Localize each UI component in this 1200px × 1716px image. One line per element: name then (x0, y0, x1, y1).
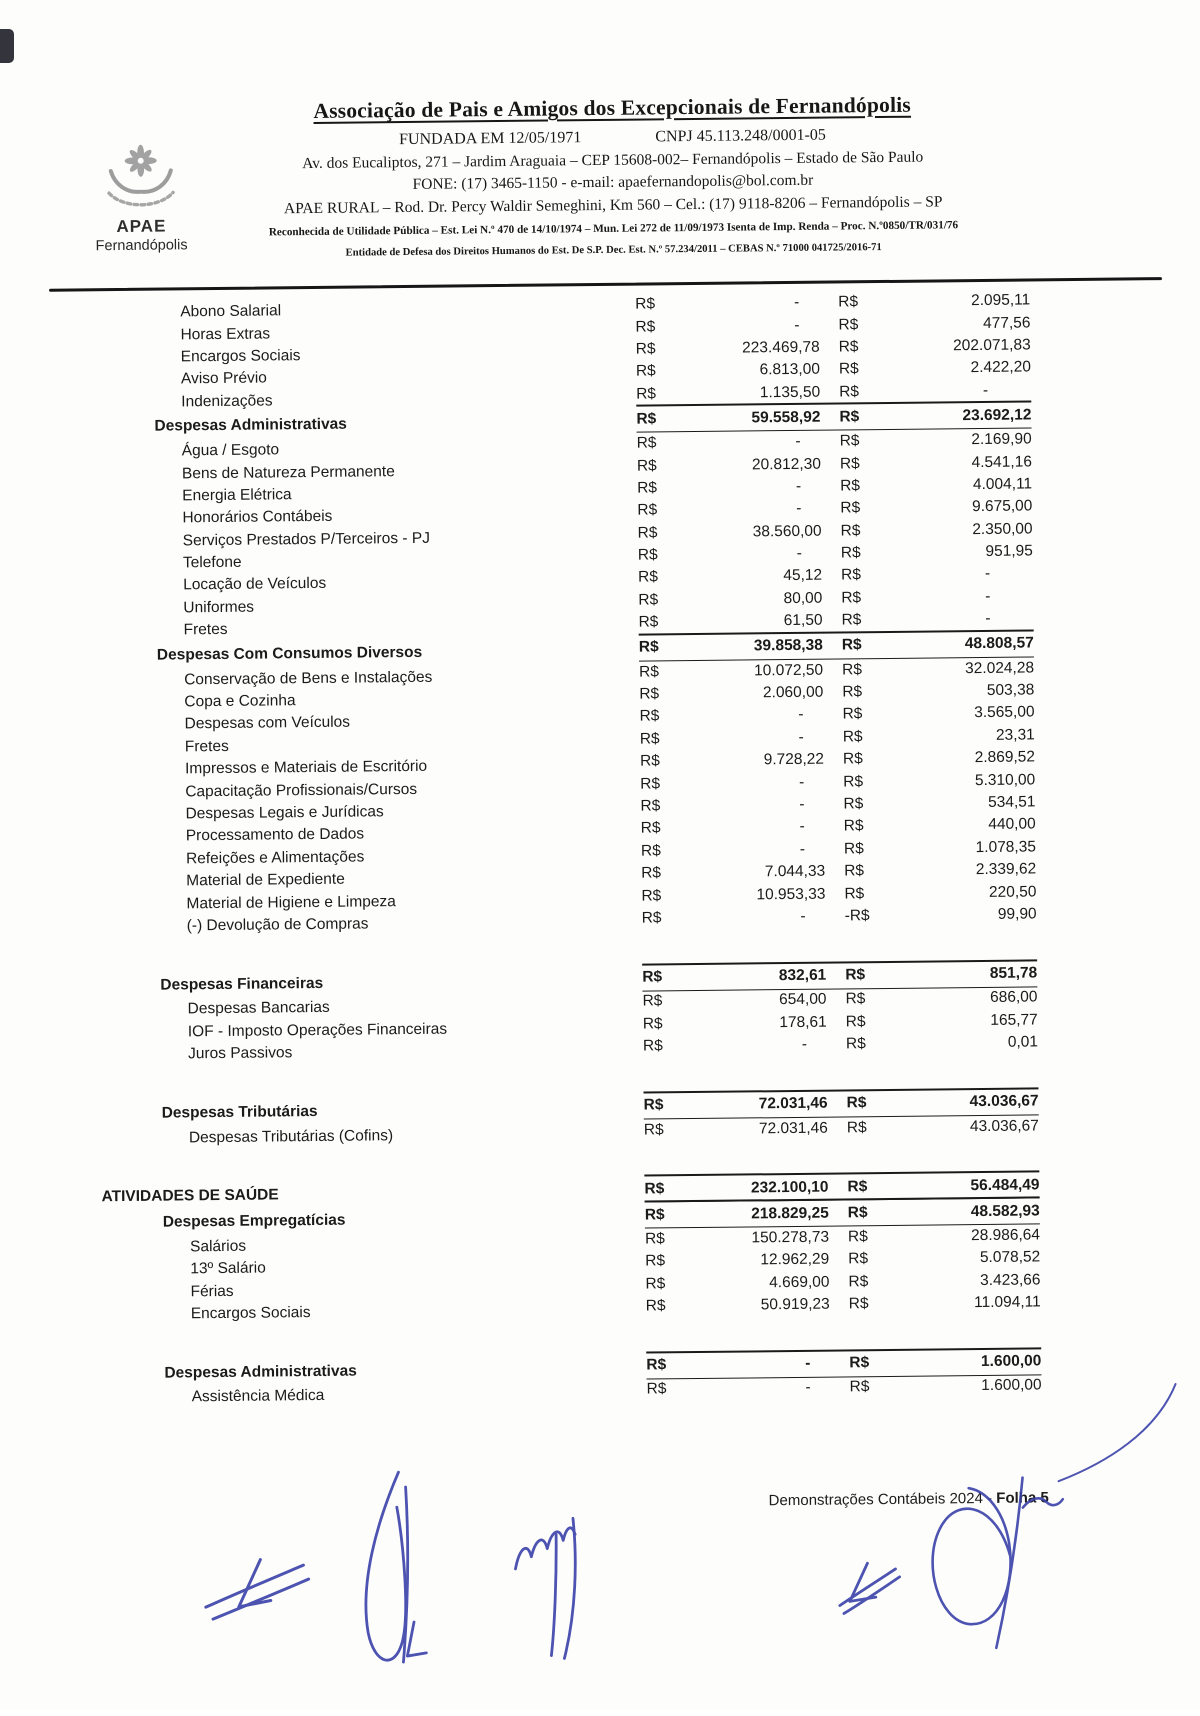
row-value: 4.669,00 (769, 1273, 830, 1291)
row-value: - (799, 795, 805, 813)
phone-email-line: FONE: (17) 3465-1150 - e-mail: apaefernandopolis@bol.com.br (412, 171, 814, 193)
currency-symbol: R$ (643, 1120, 664, 1139)
currency-symbol: R$ (846, 1094, 867, 1112)
row-label: Conservação de Bens e Instalações (184, 668, 433, 689)
currency-symbol: R$ (842, 728, 863, 746)
currency-symbol: R$ (840, 477, 861, 495)
logo-text-apae: APAE (116, 216, 167, 237)
row-values (646, 1291, 1041, 1318)
currency-symbol: R$ (842, 683, 863, 701)
currency-symbol: R$ (639, 730, 660, 748)
currency-symbol: R$ (838, 315, 859, 334)
rural-address-line: APAE RURAL – Rod. Dr. Percy Waldir Semeghini, Km 560 – Cel.: (17) 9118-8206 – Fernandópolis – SP (283, 192, 943, 217)
row-value: 477,56 (982, 314, 1031, 332)
row-value: 61,50 (783, 611, 823, 630)
row-value: 11.094,11 (973, 1293, 1041, 1312)
row-value: 223.469,78 (742, 338, 820, 357)
row-value: 2.869,52 (974, 748, 1036, 767)
currency-symbol: R$ (638, 613, 659, 631)
row-value: 32.024,28 (965, 659, 1035, 677)
row-label: Salários (189, 1237, 247, 1256)
currency-symbol: R$ (640, 774, 661, 793)
cnpj-number: CNPJ 45.113.248/0001-05 (655, 126, 826, 146)
row-value: - (796, 544, 802, 563)
currency-symbol: R$ (841, 611, 862, 629)
currency-symbol: R$ (636, 385, 657, 403)
currency-symbol: R$ (847, 1177, 868, 1196)
row-label: IOF - Imposto Operações Financeiras (187, 1020, 448, 1041)
row-label: Telefone (182, 553, 242, 572)
row-value: 43.036,67 (969, 1092, 1039, 1111)
row-label: Despesas Financeiras (160, 974, 324, 994)
row-value: 72.031,46 (758, 1094, 828, 1113)
page-footer (769, 1489, 1049, 1509)
row-value: - (982, 381, 989, 399)
row-value: 440,00 (988, 815, 1036, 834)
row-label: Despesas Bancarias (187, 999, 330, 1018)
row-label: Abono Salarial (180, 302, 282, 321)
row-values (644, 1115, 1039, 1142)
row-label: Material de Higiene e Limpeza (186, 892, 396, 912)
row-label: Refeições e Alimentações (185, 848, 365, 868)
row-value: 23,31 (995, 726, 1035, 744)
row-value: 2.339,62 (975, 860, 1037, 879)
currency-symbol: R$ (847, 1203, 868, 1222)
currency-symbol: R$ (847, 1228, 868, 1246)
row-value: 59.558,92 (751, 408, 821, 427)
row-value: 165,77 (990, 1011, 1038, 1029)
currency-symbol: R$ (843, 795, 864, 813)
legal-entity-line: Entidade de Defesa dos Direitos Humanos do Est. De S.P. Dec. Est. N.º 57.234/2011 – CEBAS N.º 71000 041725/2016-71 (345, 242, 882, 259)
currency-symbol: R$ (842, 750, 863, 768)
currency-symbol: R$ (844, 862, 865, 880)
currency-symbol: R$ (845, 966, 866, 984)
currency-symbol: R$ (638, 638, 659, 657)
row-value: - (796, 500, 802, 518)
row-value: 503,38 (986, 681, 1035, 699)
signature-stroke-scribble (515, 1518, 576, 1659)
currency-symbol: R$ (841, 589, 862, 607)
row-value: - (795, 477, 802, 495)
row-value: 232.100,10 (750, 1178, 829, 1197)
row-label: Energia Elétrica (182, 486, 292, 505)
currency-symbol: R$ (646, 1380, 667, 1399)
currency-symbol: R$ (635, 317, 656, 336)
currency-symbol: -R$ (844, 907, 870, 925)
row-label: Despesas Legais e Jurídicas (185, 803, 384, 823)
row-label: Material de Expediente (186, 870, 345, 890)
currency-symbol: R$ (839, 454, 860, 472)
row-value: 2.095,11 (970, 291, 1031, 310)
expense-statement-table (92, 289, 1042, 1406)
row-label: Férias (190, 1282, 234, 1300)
row-value: - (805, 1355, 811, 1373)
currency-symbol: R$ (640, 842, 661, 860)
row-value: 4.004,11 (972, 475, 1033, 493)
row-value: 832,61 (778, 966, 827, 985)
currency-symbol: R$ (842, 705, 863, 723)
currency-symbol: R$ (642, 1037, 663, 1055)
row-value: 6.813,00 (759, 361, 821, 379)
row-value: 28.986,64 (970, 1226, 1041, 1245)
currency-symbol: R$ (839, 383, 860, 401)
currency-symbol: R$ (641, 886, 662, 905)
row-value: 0,01 (1007, 1033, 1039, 1051)
row-value: - (799, 818, 805, 836)
row-label: Processamento de Dados (185, 825, 365, 845)
row-label: Fretes (184, 737, 229, 756)
row-value: 43.036,67 (969, 1116, 1039, 1135)
currency-symbol: R$ (637, 524, 658, 542)
logo-text-city: Fernandópolis (95, 237, 188, 255)
row-value: 72.031,46 (758, 1119, 828, 1137)
currency-symbol: R$ (645, 1252, 666, 1270)
row-value: - (795, 433, 801, 451)
row-value: 99,90 (997, 905, 1037, 923)
currency-symbol: R$ (845, 990, 866, 1008)
row-value: 7.044,33 (764, 862, 826, 881)
row-value: 1.078,35 (975, 838, 1037, 856)
footer-text: Demonstrações Contábeis 2024 - (768, 1489, 997, 1510)
row-value: - (793, 294, 800, 312)
currency-symbol: R$ (644, 1206, 665, 1224)
row-value: 218.829,25 (751, 1204, 829, 1223)
row-value: 50.919,23 (760, 1295, 830, 1314)
currency-symbol: R$ (636, 410, 657, 428)
currency-symbol: R$ (845, 1012, 866, 1031)
row-value: 2.422,20 (970, 358, 1032, 377)
organization-title: Associação de Pais e Amigos dos Excepcionais de Fernandópolis (313, 92, 912, 123)
row-value: 178,61 (779, 1013, 827, 1031)
currency-symbol: R$ (638, 591, 659, 609)
signature-stroke-arrow (839, 1563, 900, 1614)
currency-symbol: R$ (635, 340, 656, 358)
row-value: - (801, 1035, 808, 1054)
row-label: Indenizações (181, 392, 273, 411)
row-value: 9.728,22 (763, 750, 825, 769)
row-label: Encargos Sociais (190, 1304, 311, 1323)
currency-symbol: R$ (643, 1096, 664, 1114)
row-value: - (799, 840, 806, 858)
currency-symbol: R$ (641, 864, 662, 882)
row-label: Fretes (183, 621, 228, 639)
currency-symbol: R$ (637, 546, 658, 564)
dashes-arc-icon (109, 192, 173, 205)
row-value: - (805, 1379, 811, 1397)
flower-icon (125, 145, 157, 177)
row-value: - (794, 316, 800, 334)
footer-page-number: Folha 5 (996, 1489, 1049, 1507)
row-value: 80,00 (783, 589, 823, 607)
currency-symbol: R$ (840, 521, 861, 540)
currency-symbol: R$ (845, 1035, 866, 1053)
row-label: Bens de Natureza Permanente (181, 462, 395, 482)
currency-symbol: R$ (849, 1354, 870, 1372)
currency-symbol: R$ (848, 1250, 869, 1268)
row-value: 48.808,57 (964, 634, 1034, 653)
row-value: 1.135,50 (759, 383, 821, 402)
row-value: 4.541,16 (971, 452, 1032, 471)
currency-symbol: R$ (838, 293, 859, 311)
row-values (646, 1375, 1041, 1402)
row-label: ATIVIDADES DE SAÚDE (101, 1186, 279, 1206)
row-value: 5.310,00 (974, 771, 1036, 789)
row-label: Aviso Prévio (180, 369, 267, 388)
row-value: 48.582,93 (970, 1202, 1040, 1220)
row-label: Encargos Sociais (180, 347, 301, 366)
row-value: 10.953,33 (756, 885, 826, 903)
currency-symbol: R$ (636, 456, 657, 475)
currency-symbol: R$ (645, 1275, 666, 1293)
currency-symbol: R$ (644, 1230, 665, 1248)
currency-symbol: R$ (638, 568, 659, 587)
row-label: Água / Esgoto (181, 441, 280, 460)
row-label: Impressos e Materiais de Escritório (184, 758, 428, 778)
currency-symbol: R$ (635, 295, 656, 313)
row-label: Despesas com Veículos (184, 714, 351, 733)
row-value: 12.962,29 (760, 1250, 830, 1269)
currency-symbol: R$ (641, 909, 662, 927)
row-label: 13º Salário (190, 1259, 266, 1278)
currency-symbol: R$ (841, 660, 862, 679)
currency-symbol: R$ (841, 636, 862, 654)
row-value: 5.078,52 (979, 1248, 1041, 1267)
currency-symbol: R$ (642, 992, 663, 1010)
legal-recognition-line: Reconhecida de Utilidade Pública – Est. Lei N.º 470 de 14/10/1974 – Mun. Lei 272 de 11/09/1973 Isenta de Imp. Renda – Proc. N.º0850/TR/031/76 (268, 219, 959, 239)
currency-symbol: R$ (645, 1297, 666, 1315)
currency-symbol: R$ (839, 408, 860, 426)
row-label: Honorários Contábeis (182, 508, 333, 527)
currency-symbol: R$ (638, 663, 659, 681)
currency-symbol: R$ (642, 968, 663, 986)
row-value: 2.060,00 (762, 683, 824, 702)
row-value: 1.600,00 (980, 1352, 1042, 1371)
row-value: 10.072,50 (754, 661, 824, 680)
row-value: 20.812,30 (751, 455, 822, 473)
row-value: 686,00 (990, 988, 1038, 1007)
row-value: 45,12 (783, 567, 823, 585)
row-value: 202.071,83 (953, 336, 1031, 355)
letterhead (172, 91, 1054, 265)
currency-symbol: R$ (840, 499, 861, 517)
signature-stroke-loop (365, 1472, 427, 1663)
row-label: Uniformes (183, 598, 255, 617)
row-value: 1.600,00 (981, 1376, 1042, 1395)
currency-symbol: R$ (840, 544, 861, 562)
currency-symbol: R$ (639, 707, 660, 726)
currency-symbol: R$ (637, 501, 658, 519)
currency-symbol: R$ (843, 817, 864, 835)
currency-symbol: R$ (844, 884, 865, 903)
row-label: Despesas Administrativas (154, 416, 347, 436)
address-line: Av. dos Eucaliptos, 271 – Jardim Araguaia – CEP 15608-002– Fernandópolis – Estado de São Paulo (302, 148, 924, 172)
signature-stroke-left (205, 1559, 309, 1619)
row-value: 3.423,66 (980, 1271, 1041, 1289)
row-label: Despesas Com Consumos Diversos (156, 643, 423, 664)
row-value: 2.350,00 (972, 520, 1033, 538)
row-value: 3.565,00 (974, 703, 1035, 722)
row-value: - (984, 565, 991, 583)
currency-symbol: R$ (637, 479, 658, 497)
currency-symbol: R$ (838, 338, 859, 356)
row-value: - (985, 610, 991, 628)
currency-symbol: R$ (843, 772, 864, 791)
row-label: Serviços Prestados P/Terceiros - PJ (182, 529, 430, 550)
row-value: 220,50 (988, 882, 1037, 901)
row-value: 534,51 (987, 793, 1036, 811)
currency-symbol: R$ (848, 1295, 869, 1313)
row-value: 951,95 (985, 542, 1033, 561)
currency-symbol: R$ (646, 1356, 667, 1374)
currency-symbol: R$ (849, 1378, 870, 1396)
currency-symbol: R$ (848, 1272, 869, 1291)
row-label: Despesas Administrativas (164, 1362, 357, 1382)
row-label: Despesas Tributárias (Cofins) (188, 1126, 394, 1146)
row-label: (-) Devolução de Compras (186, 915, 369, 935)
row-value: - (985, 587, 991, 605)
currency-symbol: R$ (642, 1015, 663, 1033)
currency-symbol: R$ (838, 360, 859, 378)
currency-symbol: R$ (840, 566, 862, 584)
row-value: - (800, 907, 806, 925)
row-label: Locação de Veículos (183, 575, 327, 594)
founded-date: FUNDADA EM 12/05/1971 (399, 129, 582, 149)
row-value: - (798, 773, 805, 791)
currency-symbol: R$ (636, 434, 657, 452)
row-value: 150.278,73 (751, 1228, 830, 1247)
row-values (642, 903, 1037, 930)
row-value: 39.858,38 (753, 637, 823, 655)
currency-symbol: R$ (640, 797, 661, 815)
row-value: - (798, 728, 804, 746)
row-value: - (798, 706, 804, 724)
currency-symbol: R$ (644, 1180, 665, 1198)
currency-symbol: R$ (846, 1118, 867, 1136)
currency-symbol: R$ (843, 840, 864, 858)
row-value: 23.692,12 (962, 406, 1032, 425)
row-label: Assistência Médica (191, 1387, 325, 1406)
row-label: Juros Passivos (187, 1044, 293, 1063)
row-value: 851,78 (989, 964, 1038, 983)
currency-symbol: R$ (639, 685, 660, 703)
row-value: 9.675,00 (971, 497, 1033, 516)
currency-symbol: R$ (839, 432, 860, 450)
row-label: Despesas Tributárias (161, 1102, 318, 1122)
row-value: 38.560,00 (752, 522, 822, 541)
row-label: Capacitação Profissionais/Cursos (185, 780, 418, 800)
currency-symbol: R$ (640, 819, 661, 837)
signature-stroke-right (931, 1384, 1179, 1649)
currency-symbol: R$ (635, 362, 656, 380)
row-label: Despesas Empregatícias (162, 1211, 346, 1231)
row-label: Horas Extras (180, 325, 271, 343)
row-value: 2.169,90 (971, 430, 1032, 449)
row-value: 56.484,49 (970, 1176, 1040, 1194)
row-values (643, 1031, 1038, 1058)
currency-symbol: R$ (639, 752, 660, 770)
row-label: Copa e Cozinha (184, 692, 296, 711)
row-value: 654,00 (779, 990, 827, 1009)
